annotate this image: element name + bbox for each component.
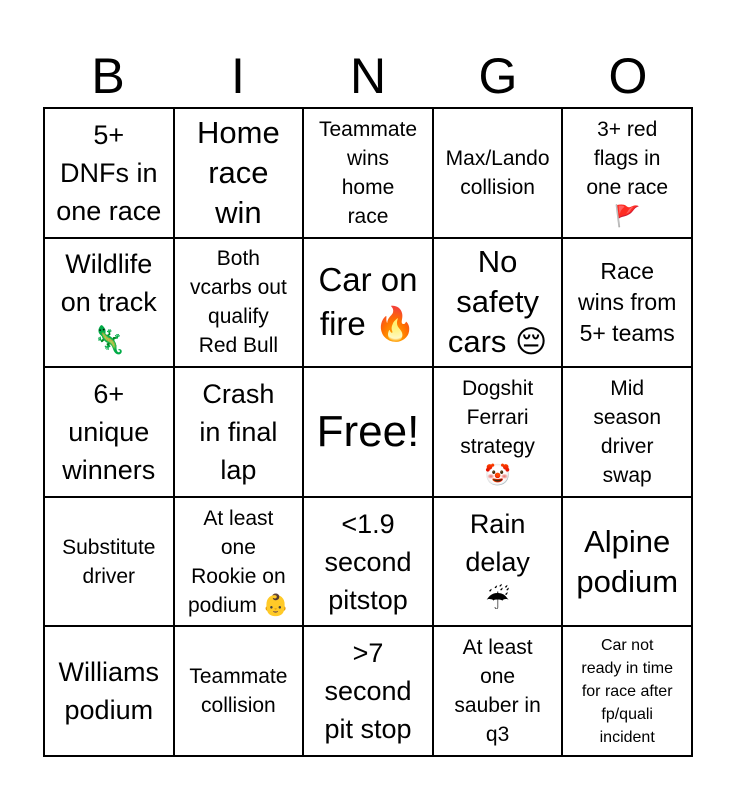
bingo-cell[interactable] — [303, 497, 433, 627]
header-letter-i: I — [231, 48, 245, 104]
cell-label: No safety cars 😔 — [447, 244, 548, 360]
bingo-cell[interactable] — [44, 367, 174, 497]
bingo-cell[interactable] — [562, 497, 692, 627]
cell-label: Both vcarbs out qualify Red Bull — [189, 247, 287, 358]
bingo-cell[interactable] — [562, 367, 692, 497]
header-letter-b: B — [91, 48, 125, 104]
cell-label: Home race win — [197, 114, 280, 230]
bingo-cell[interactable] — [174, 238, 304, 368]
bingo-cell[interactable] — [44, 497, 174, 627]
bingo-cell[interactable] — [562, 238, 692, 368]
header-letter-g: G — [478, 48, 518, 104]
bingo-cell[interactable] — [303, 626, 433, 756]
cell-label: Wildlife on track 🦎 — [60, 249, 157, 356]
header-letter-o: O — [608, 48, 648, 104]
bingo-header — [43, 48, 693, 104]
cell-label: Max/Lando collision — [445, 146, 550, 199]
cell-label: Alpine podium — [576, 523, 679, 599]
bingo-cell[interactable] — [303, 238, 433, 368]
bingo-cell[interactable] — [44, 238, 174, 368]
bingo-cell[interactable] — [174, 367, 304, 497]
bingo-cell[interactable] — [174, 626, 304, 756]
cell-label: At least one Rookie on podium 👶 — [187, 506, 289, 617]
header-letter-n: N — [349, 48, 387, 104]
free-space-cell[interactable] — [303, 367, 433, 497]
cell-label: 5+ DNFs in one race — [56, 119, 162, 226]
bingo-cell[interactable] — [433, 108, 563, 238]
bingo-cell[interactable] — [433, 238, 563, 368]
bingo-cell[interactable] — [44, 626, 174, 756]
cell-label: Crash in final lap — [199, 378, 278, 485]
bingo-cell[interactable] — [433, 497, 563, 627]
cell-label: >7 second pit stop — [324, 638, 412, 745]
bingo-cell[interactable] — [433, 626, 563, 756]
bingo-grid — [43, 107, 693, 757]
bingo-cell[interactable] — [174, 497, 304, 627]
cell-label: At least one sauber in q3 — [454, 636, 541, 747]
cell-label: Teammate collision — [189, 665, 288, 718]
cell-label: Substitute driver — [62, 535, 156, 588]
bingo-cell[interactable] — [303, 108, 433, 238]
bingo-cell[interactable] — [44, 108, 174, 238]
cell-label: 3+ red flags in one race 🚩 — [586, 117, 669, 228]
cell-label: Teammate wins home race — [318, 117, 418, 228]
bingo-cell[interactable] — [562, 108, 692, 238]
bingo-cell[interactable] — [174, 108, 304, 238]
free-space-label: Free! — [316, 406, 420, 456]
cell-label: <1.9 second pitstop — [324, 508, 412, 615]
cell-label: Car not ready in time for race after fp/quali incident — [581, 636, 673, 746]
bingo-cell[interactable] — [562, 626, 692, 756]
cell-label: Williams podium — [58, 657, 160, 726]
cell-label: 6+ unique winners — [62, 378, 156, 485]
cell-label: Car on fire 🔥 — [318, 261, 418, 343]
bingo-cell[interactable] — [433, 367, 563, 497]
cell-label: Mid season driver swap — [593, 376, 662, 487]
cell-label: Race wins from 5+ teams — [577, 257, 677, 346]
cell-label: Dogshit Ferrari strategy 🤡 — [460, 376, 535, 487]
cell-label: Rain delay ☔ — [465, 508, 530, 615]
